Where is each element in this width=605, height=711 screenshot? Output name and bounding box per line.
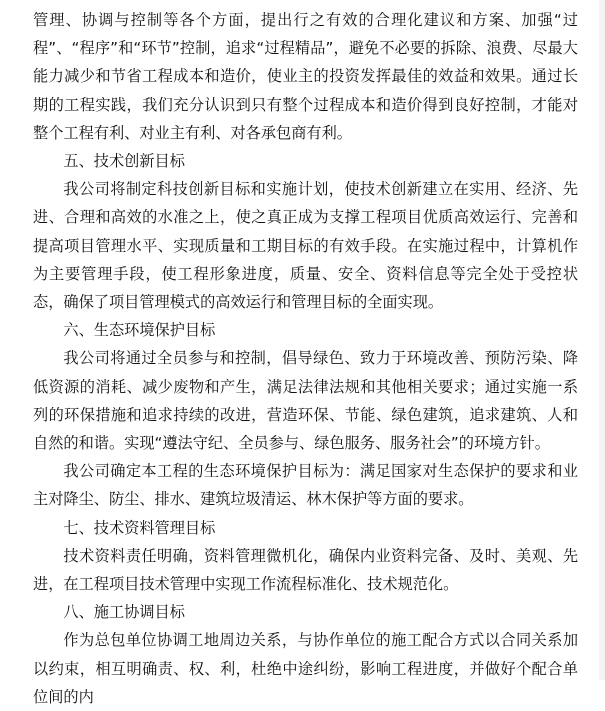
section-heading-tech-innovation: 五、技术创新目标: [63, 152, 185, 171]
section-heading-eco-protection: 六、生态环境保护目标: [63, 321, 216, 340]
section-heading-coordination: 八、施工协调目标: [63, 603, 185, 622]
section-heading-tech-docs: 七、技术资料管理目标: [63, 518, 216, 537]
paragraph-cost-control: 管理、协调与控制等各个方面，提出行之有效的合理化建议和方案、加强“过程”、“程序”和“环节”控制，追求“过程精品”，避免不必要的拆除、浪费、尽最大能力减少和节省工程成本和造价，使业主的投资发挥最佳的效益和效果。通过长期的工程实践，我们充分认识到只有整个过程成本和造价得到良好控制，才能对整个工程有利、对业主有利、对各承包商有利。: [33, 11, 578, 142]
paragraph-tech-innovation: 我公司将制定科技创新目标和实施计划，使技术创新建立在实用、经济、先进、合理和高效的水准之上，使之真正成为支撑工程项目优质高效运行、完善和提高项目管理水平、实现质量和工期目标的有效手段。在实施过程中，计算机作为主要管理手段，使工程形象进度，质量、安全、资料信息等完全处于受控状态，确保了项目管理模式的高效运行和管理目标的全面实现。: [33, 180, 578, 312]
paragraph-eco-goal: 我公司确定本工程的生态环境保护目标为：满足国家对生态保护的要求和业主对降尘、防尘、排水、建筑垃圾清运、林木保护等方面的要求。: [33, 462, 578, 509]
document-body: [33, 6, 578, 711]
paragraph-eco-protection: 我公司将通过全员参与和控制，倡导绿色、致力于环境改善、预防污染、降低资源的消耗、减少废物和产生，满足法律法规和其他相关要求；通过实施一系列的环保措施和追求持续的改进，营造环保、节能、绿色建筑，追求建筑、人和自然的和谐。实现“遵法守纪、全员参与、绿色服务、服务社会”的环境方针。: [33, 349, 578, 453]
page-edge-shadow: [599, 0, 605, 680]
paragraph-coordination: 作为总包单位协调工地周边关系，与协作单位的施工配合方式以合同关系加以约束，相互明确责、权、利，杜绝中途纠纷，影响工程进度，并做好个配合单位间的内: [33, 631, 578, 706]
paragraph-tech-docs: 技术资料责任明确，资料管理微机化，确保内业资料完备、及时、美观、先进，在工程项目技术管理中实现工作流程标准化、技术规范化。: [33, 546, 578, 594]
